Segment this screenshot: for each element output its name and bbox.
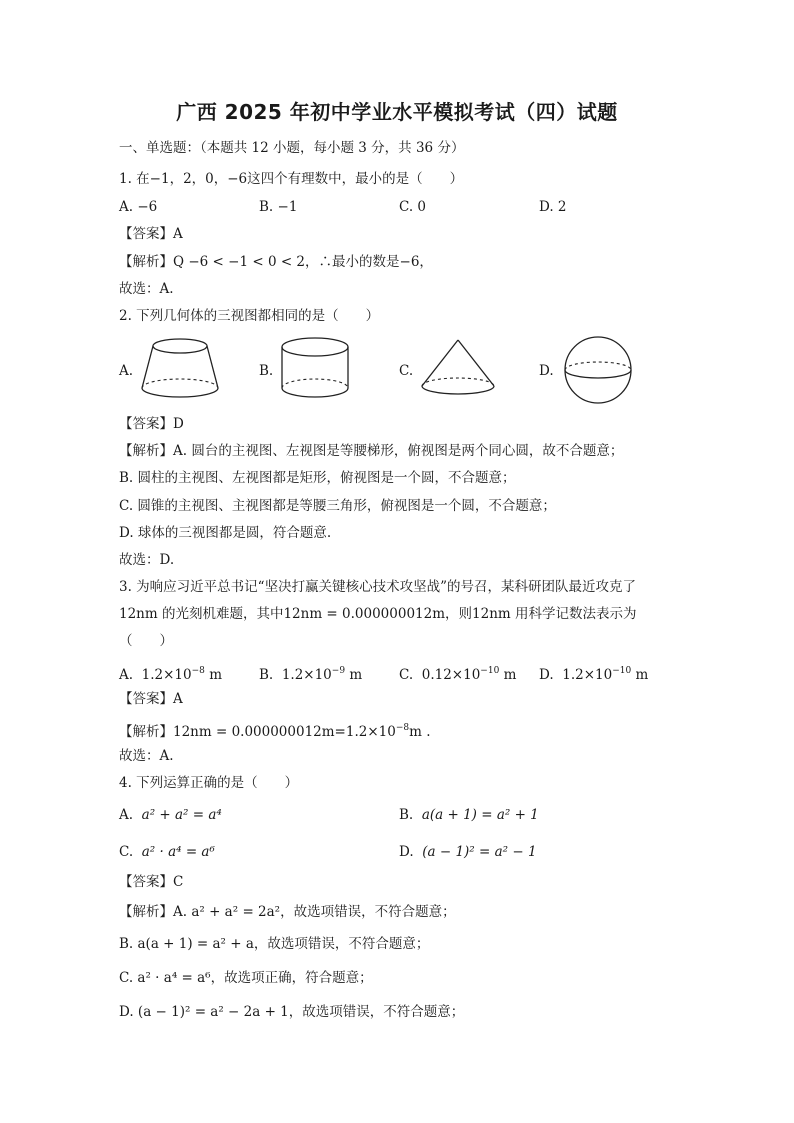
q1-option-c: C. 0 <box>399 199 427 215</box>
q2-analysis-b: B. 圆柱的主视图、左视图都是矩形，俯视图是一个圆，不合题意； <box>119 470 516 486</box>
q4-option-b: B. a(a + 1) = a² + 1 <box>399 807 539 823</box>
q4-analysis-c: C. a² · a⁴ = a⁶，故选项正确，符合题意； <box>119 970 373 986</box>
q2-stem: 2. 下列几何体的三视图都相同的是（ ） <box>119 308 380 324</box>
frustum-icon <box>136 334 222 404</box>
q1-stem: 1. 在−1，2，0，−6这四个有理数中，最小的是（ ） <box>119 171 464 187</box>
q4-analysis-b: B. a(a + 1) = a² + a，故选项错误，不符合题意； <box>119 936 430 952</box>
q2-option-d-label: D. <box>539 363 554 379</box>
q3-answer: 【答案】A <box>119 691 183 707</box>
q3-stem-line3: （ ） <box>119 633 173 649</box>
q4-option-d: D. (a − 1)² = a² − 1 <box>399 844 537 860</box>
cone-icon <box>416 334 500 404</box>
q2-analysis-c: C. 圆锥的主视图、主视图都是等腰三角形，俯视图是一个圆，不合题意； <box>119 498 556 514</box>
q3-analysis: 【解析】$12nm = 0.000000012m=1.2\times 10^{-8}m$ . <box>119 723 431 740</box>
q2-option-c-label: C. <box>399 363 414 379</box>
q2-conclusion: 故选：D. <box>119 552 175 568</box>
q4-analysis-a: 【解析】A. a² + a² = 2a²，故选项错误，不符合题意； <box>119 904 456 920</box>
q3-option-b: B. $1.2\times 10^{-9}$ m <box>259 666 363 683</box>
q4-option-a: A. a² + a² = a⁴ <box>119 807 222 823</box>
q1-option-b: B. −1 <box>259 199 298 215</box>
cylinder-icon <box>276 334 354 404</box>
q2-analysis-d: D. 球体的三视图都是圆，符合题意. <box>119 525 332 541</box>
page-title: 广西 2025 年初中学业水平模拟考试（四）试题 <box>176 100 618 124</box>
q4-option-c: C. a² · a⁴ = a⁶ <box>119 844 215 860</box>
q3-option-a: A. $1.2\times 10^{-8}$ m <box>119 666 222 683</box>
q3-stem-line2: 12nm 的光刻机难题，其中12nm = 0.000000012m，则12nm 用科学记数法表示为 <box>119 606 637 622</box>
q1-option-d: D. 2 <box>539 199 567 215</box>
q3-option-c: C. $0.12\times 10^{-10}$ m <box>399 666 517 683</box>
q4-stem: 4. 下列运算正确的是（ ） <box>119 775 299 791</box>
sphere-icon <box>558 334 638 406</box>
q1-answer: 【答案】A <box>119 226 183 242</box>
q1-option-a: A. −6 <box>119 199 158 215</box>
q4-answer: 【答案】C <box>119 874 184 890</box>
q1-analysis: 【解析】Q −6 < −1 < 0 < 2，∴最小的数是−6， <box>119 254 433 270</box>
q2-analysis-a: 【解析】A. 圆台的主视图、左视图是等腰梯形，俯视图是两个同心圆，故不合题意； <box>119 443 624 459</box>
q3-conclusion: 故选：A. <box>119 748 174 764</box>
q1-conclusion: 故选：A. <box>119 281 174 297</box>
q3-option-d: D. $1.2\times 10^{-10}$ m <box>539 666 649 683</box>
q2-option-a-label: A. <box>119 363 134 379</box>
q3-stem-line1: 3. 为响应习近平总书记“坚决打赢关键核心技术攻坚战”的号召，某科研团队最近攻克了 <box>119 579 636 595</box>
q2-option-b-label: B. <box>259 363 274 379</box>
q4-analysis-d: D. (a − 1)² = a² − 2a + 1，故选项错误，不符合题意； <box>119 1004 465 1020</box>
section-heading: 一、单选题：（本题共 12 小题，每小题 3 分，共 36 分） <box>119 140 465 156</box>
q2-answer: 【答案】D <box>119 416 184 432</box>
